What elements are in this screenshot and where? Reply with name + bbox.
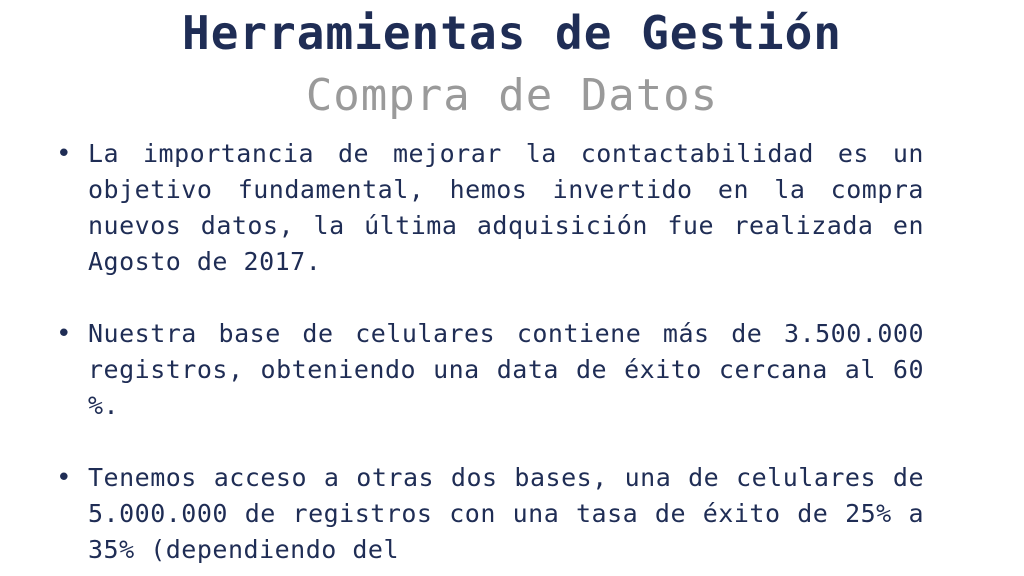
bullet-item-contactabilidad [56,136,924,280]
bullet-dot-icon: • [56,319,72,349]
bullet-item-base-celulares [56,316,924,424]
bullet-dot-icon: • [56,463,72,493]
bullet-item-otras-bases [56,460,924,568]
bullet-text: Nuestra base de celulares contiene más de 3.500.000 registros, obteniendo una data de éxito cercana al 60 %. [88,319,924,420]
bullet-text: Tenemos acceso a otras dos bases, una de celulares de 5.000.000 de registros con una tasa de éxito de 25% a 35% (dependiendo del [88,463,924,564]
slide-title: Herramientas de Gestión [182,6,842,60]
bullet-dot-icon: • [56,139,72,169]
bullet-text: La importancia de mejorar la contactabilidad es un objetivo fundamental, hemos invertido en la compra nuevos datos, la última adquisición fue realizada en Agosto de 2017. [88,139,924,276]
slide-subtitle: Compra de Datos [305,70,719,121]
bullet-list [56,136,924,576]
